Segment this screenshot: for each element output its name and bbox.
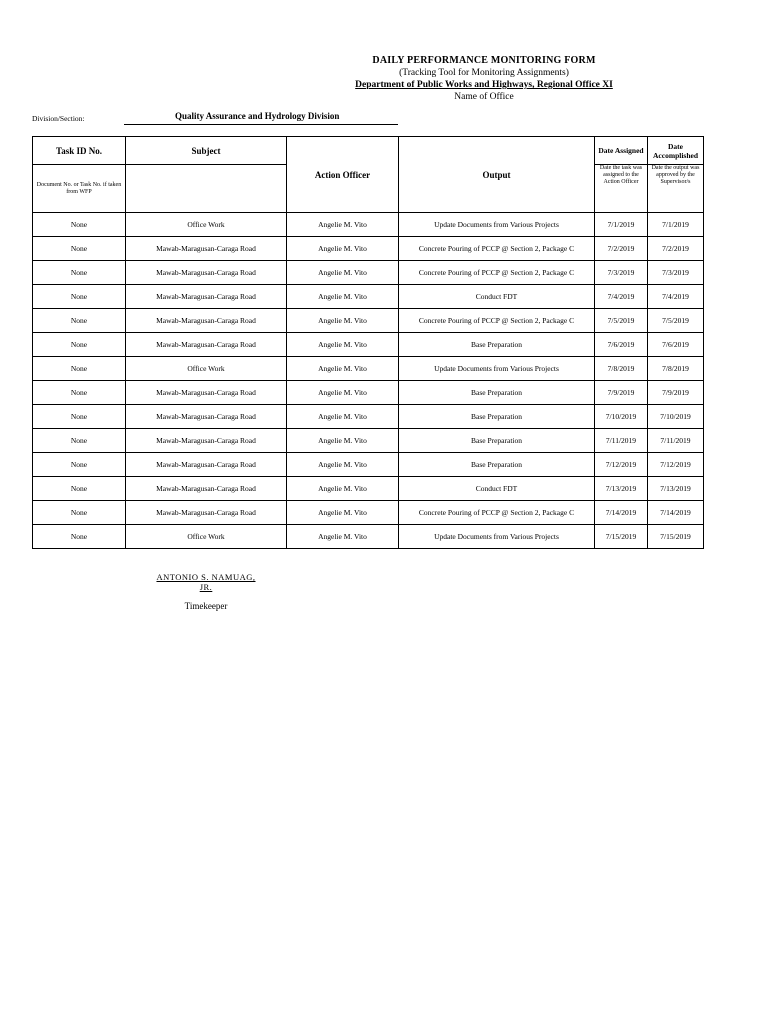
form-subtitle: (Tracking Tool for Monitoring Assignments) xyxy=(399,68,569,78)
cell-subject: Mawab-Maragusan-Caraga Road xyxy=(126,477,287,501)
cell-task-id: None xyxy=(33,501,126,525)
cell-action-officer: Angelie M. Vito xyxy=(287,357,399,381)
cell-output: Concrete Pouring of PCCP @ Section 2, Package C xyxy=(399,261,595,285)
monitoring-table xyxy=(32,136,704,549)
table-row xyxy=(33,501,704,525)
header-action-officer: Action Officer xyxy=(287,137,399,213)
cell-action-officer: Angelie M. Vito xyxy=(287,213,399,237)
header-date-accomplished: Date Accomplished xyxy=(648,137,704,165)
cell-date-assigned: 7/5/2019 xyxy=(595,309,648,333)
header-subject: Subject xyxy=(126,137,287,165)
cell-date-accomplished: 7/9/2019 xyxy=(648,381,704,405)
table-row xyxy=(33,309,704,333)
table-row xyxy=(33,405,704,429)
header-subject-blank xyxy=(126,165,287,213)
table-row xyxy=(33,213,704,237)
cell-task-id: None xyxy=(33,357,126,381)
cell-action-officer: Angelie M. Vito xyxy=(287,381,399,405)
cell-output: Base Preparation xyxy=(399,333,595,357)
cell-output: Conduct FDT xyxy=(399,477,595,501)
cell-output: Update Documents from Various Projects xyxy=(399,525,595,549)
division-value: Quality Assurance and Hydrology Division xyxy=(124,111,398,125)
form-title: DAILY PERFORMANCE MONITORING FORM xyxy=(372,55,596,66)
cell-task-id: None xyxy=(33,429,126,453)
header-date-assigned-note: Date the task was assigned to the Action Officer xyxy=(595,165,648,213)
table-row xyxy=(33,477,704,501)
cell-date-assigned: 7/4/2019 xyxy=(595,285,648,309)
cell-action-officer: Angelie M. Vito xyxy=(287,309,399,333)
cell-task-id: None xyxy=(33,237,126,261)
cell-date-assigned: 7/6/2019 xyxy=(595,333,648,357)
cell-output: Concrete Pouring of PCCP @ Section 2, Package C xyxy=(399,237,595,261)
cell-date-accomplished: 7/14/2019 xyxy=(648,501,704,525)
cell-task-id: None xyxy=(33,525,126,549)
cell-date-accomplished: 7/4/2019 xyxy=(648,285,704,309)
signatory-role: Timekeeper xyxy=(184,601,228,611)
cell-date-assigned: 7/10/2019 xyxy=(595,405,648,429)
cell-action-officer: Angelie M. Vito xyxy=(287,429,399,453)
cell-action-officer: Angelie M. Vito xyxy=(287,333,399,357)
header-date-accomplished-note: Date the output was approved by the Supervisor/s xyxy=(648,165,704,213)
cell-task-id: None xyxy=(33,477,126,501)
cell-output: Base Preparation xyxy=(399,405,595,429)
cell-task-id: None xyxy=(33,213,126,237)
cell-date-assigned: 7/3/2019 xyxy=(595,261,648,285)
header-task-id-note: Document No. or Task No. if taken from WFP xyxy=(33,165,126,213)
cell-task-id: None xyxy=(33,405,126,429)
form-header xyxy=(300,55,668,103)
cell-subject: Office Work xyxy=(126,357,287,381)
table-row xyxy=(33,237,704,261)
cell-date-assigned: 7/13/2019 xyxy=(595,477,648,501)
cell-date-assigned: 7/15/2019 xyxy=(595,525,648,549)
header-date-assigned: Date Assigned xyxy=(595,137,648,165)
cell-output: Conduct FDT xyxy=(399,285,595,309)
table-row xyxy=(33,429,704,453)
cell-subject: Mawab-Maragusan-Caraga Road xyxy=(126,237,287,261)
cell-task-id: None xyxy=(33,309,126,333)
cell-output: Base Preparation xyxy=(399,381,595,405)
cell-task-id: None xyxy=(33,333,126,357)
cell-date-accomplished: 7/10/2019 xyxy=(648,405,704,429)
cell-action-officer: Angelie M. Vito xyxy=(287,285,399,309)
cell-subject: Mawab-Maragusan-Caraga Road xyxy=(126,429,287,453)
cell-action-officer: Angelie M. Vito xyxy=(287,237,399,261)
header-task-id: Task ID No. xyxy=(33,137,126,165)
signatory-block xyxy=(150,572,262,611)
cell-task-id: None xyxy=(33,453,126,477)
cell-output: Base Preparation xyxy=(399,453,595,477)
office-caption: Name of Office xyxy=(454,92,514,102)
cell-date-accomplished: 7/15/2019 xyxy=(648,525,704,549)
table-row xyxy=(33,381,704,405)
cell-subject: Mawab-Maragusan-Caraga Road xyxy=(126,333,287,357)
cell-task-id: None xyxy=(33,381,126,405)
cell-action-officer: Angelie M. Vito xyxy=(287,453,399,477)
cell-date-accomplished: 7/1/2019 xyxy=(648,213,704,237)
division-label: Division/Section: xyxy=(32,114,85,123)
cell-date-accomplished: 7/3/2019 xyxy=(648,261,704,285)
signatory-name: ANTONIO S. NAMUAG, JR. xyxy=(156,572,256,592)
cell-subject: Mawab-Maragusan-Caraga Road xyxy=(126,261,287,285)
cell-output: Update Documents from Various Projects xyxy=(399,357,595,381)
table-row xyxy=(33,261,704,285)
header-output: Output xyxy=(399,137,595,213)
cell-subject: Mawab-Maragusan-Caraga Road xyxy=(126,501,287,525)
cell-task-id: None xyxy=(33,285,126,309)
cell-task-id: None xyxy=(33,261,126,285)
cell-output: Concrete Pouring of PCCP @ Section 2, Package C xyxy=(399,309,595,333)
cell-action-officer: Angelie M. Vito xyxy=(287,405,399,429)
cell-date-assigned: 7/14/2019 xyxy=(595,501,648,525)
cell-subject: Mawab-Maragusan-Caraga Road xyxy=(126,309,287,333)
cell-subject: Mawab-Maragusan-Caraga Road xyxy=(126,405,287,429)
department-name: Department of Public Works and Highways, Regional Office XI xyxy=(355,80,613,90)
cell-output: Update Documents from Various Projects xyxy=(399,213,595,237)
cell-date-assigned: 7/12/2019 xyxy=(595,453,648,477)
cell-date-accomplished: 7/6/2019 xyxy=(648,333,704,357)
cell-action-officer: Angelie M. Vito xyxy=(287,477,399,501)
cell-output: Concrete Pouring of PCCP @ Section 2, Package C xyxy=(399,501,595,525)
cell-date-assigned: 7/1/2019 xyxy=(595,213,648,237)
table-row xyxy=(33,285,704,309)
cell-date-accomplished: 7/11/2019 xyxy=(648,429,704,453)
cell-subject: Mawab-Maragusan-Caraga Road xyxy=(126,285,287,309)
cell-subject: Mawab-Maragusan-Caraga Road xyxy=(126,381,287,405)
table-row xyxy=(33,357,704,381)
cell-date-assigned: 7/9/2019 xyxy=(595,381,648,405)
cell-action-officer: Angelie M. Vito xyxy=(287,261,399,285)
cell-subject: Mawab-Maragusan-Caraga Road xyxy=(126,453,287,477)
cell-date-accomplished: 7/2/2019 xyxy=(648,237,704,261)
table-row xyxy=(33,453,704,477)
cell-subject: Office Work xyxy=(126,213,287,237)
cell-action-officer: Angelie M. Vito xyxy=(287,501,399,525)
cell-date-accomplished: 7/13/2019 xyxy=(648,477,704,501)
cell-date-accomplished: 7/12/2019 xyxy=(648,453,704,477)
cell-action-officer: Angelie M. Vito xyxy=(287,525,399,549)
cell-output: Base Preparation xyxy=(399,429,595,453)
cell-subject: Office Work xyxy=(126,525,287,549)
cell-date-accomplished: 7/8/2019 xyxy=(648,357,704,381)
cell-date-assigned: 7/11/2019 xyxy=(595,429,648,453)
table-row xyxy=(33,525,704,549)
table-row xyxy=(33,333,704,357)
cell-date-assigned: 7/2/2019 xyxy=(595,237,648,261)
cell-date-accomplished: 7/5/2019 xyxy=(648,309,704,333)
cell-date-assigned: 7/8/2019 xyxy=(595,357,648,381)
